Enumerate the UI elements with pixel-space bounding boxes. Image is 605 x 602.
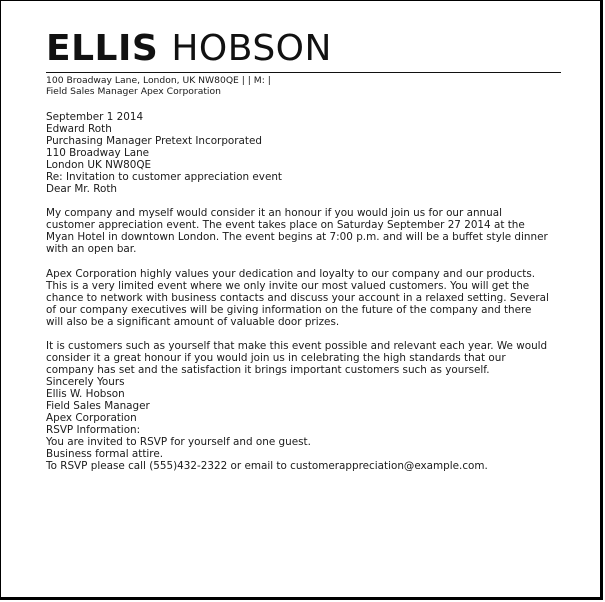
attire-note: Business formal attire.: [46, 448, 164, 460]
paragraph-line: Apex Corporation highly values your dedication and loyalty to our company and our products.: [46, 268, 536, 280]
recipient-city: London UK NW80QE: [46, 159, 152, 171]
paragraph-line: This is a very limited event where we only invite our most valued customers. You will get the: [46, 280, 530, 292]
valediction: Sincerely Yours: [46, 376, 125, 388]
paragraph-1: [46, 207, 556, 255]
recipient-name: Edward Roth: [46, 123, 112, 135]
first-name: ELLIS: [46, 28, 159, 69]
paragraph-line: customer appreciation event. The event takes place on Saturday September 27 2014 at the: [46, 219, 525, 231]
signer-name: Ellis W. Hobson: [46, 388, 125, 400]
greeting: Dear Mr. Roth: [46, 183, 117, 195]
recipient-block: [46, 111, 556, 183]
paragraph-line: Myan Hotel in downtown London. The event begins at 7:00 p.m. and will be a buffet style dinner: [46, 231, 548, 243]
recipient-street: 110 Broadway Lane: [46, 147, 150, 159]
recipient-position: Purchasing Manager Pretext Incorporated: [46, 135, 262, 147]
last-name: HOBSON: [171, 28, 332, 69]
rsvp-heading: RSVP Information:: [46, 424, 141, 436]
paragraph-line: chance to network with business contacts and discuss your account in a relaxed setting. Several: [46, 292, 549, 304]
paragraph-line: will also be a significant amount of valuable door prizes.: [46, 316, 340, 328]
contact-line: 100 Broadway Lane, London, UK NW80QE | | M: |: [46, 75, 271, 86]
title-line: Field Sales Manager Apex Corporation: [46, 86, 221, 97]
signer-company: Apex Corporation: [46, 412, 137, 424]
subject-line: Re: Invitation to customer appreciation event: [46, 171, 283, 183]
paragraph-line: consider it a great honour if you would join us in celebrating the high standards that our: [46, 352, 506, 364]
paragraph-3: [46, 340, 556, 376]
rsvp-contact: To RSVP please call (555)432-2322 or email to customerappreciation@example.com.: [46, 460, 488, 472]
letter-date: September 1 2014: [46, 111, 144, 123]
paragraph-2: [46, 268, 556, 328]
rsvp-invite: You are invited to RSVP for yourself and one guest.: [46, 436, 311, 448]
paragraph-line: with an open bar.: [46, 243, 137, 255]
paragraph-line: It is customers such as yourself that make this event possible and relevant each year. We would: [46, 340, 548, 352]
paragraph-line: company has set and the satisfaction it brings important customers such as yourself.: [46, 364, 490, 376]
letter: [46, 28, 556, 472]
paragraph-line: My company and myself would consider it an honour if you would join us for our annual: [46, 207, 502, 219]
paragraph-line: of our company executives will be giving information on the future of the company and there: [46, 304, 532, 316]
signer-title: Field Sales Manager: [46, 400, 150, 412]
header-rule: [46, 72, 561, 73]
letterhead-name: [46, 28, 556, 69]
